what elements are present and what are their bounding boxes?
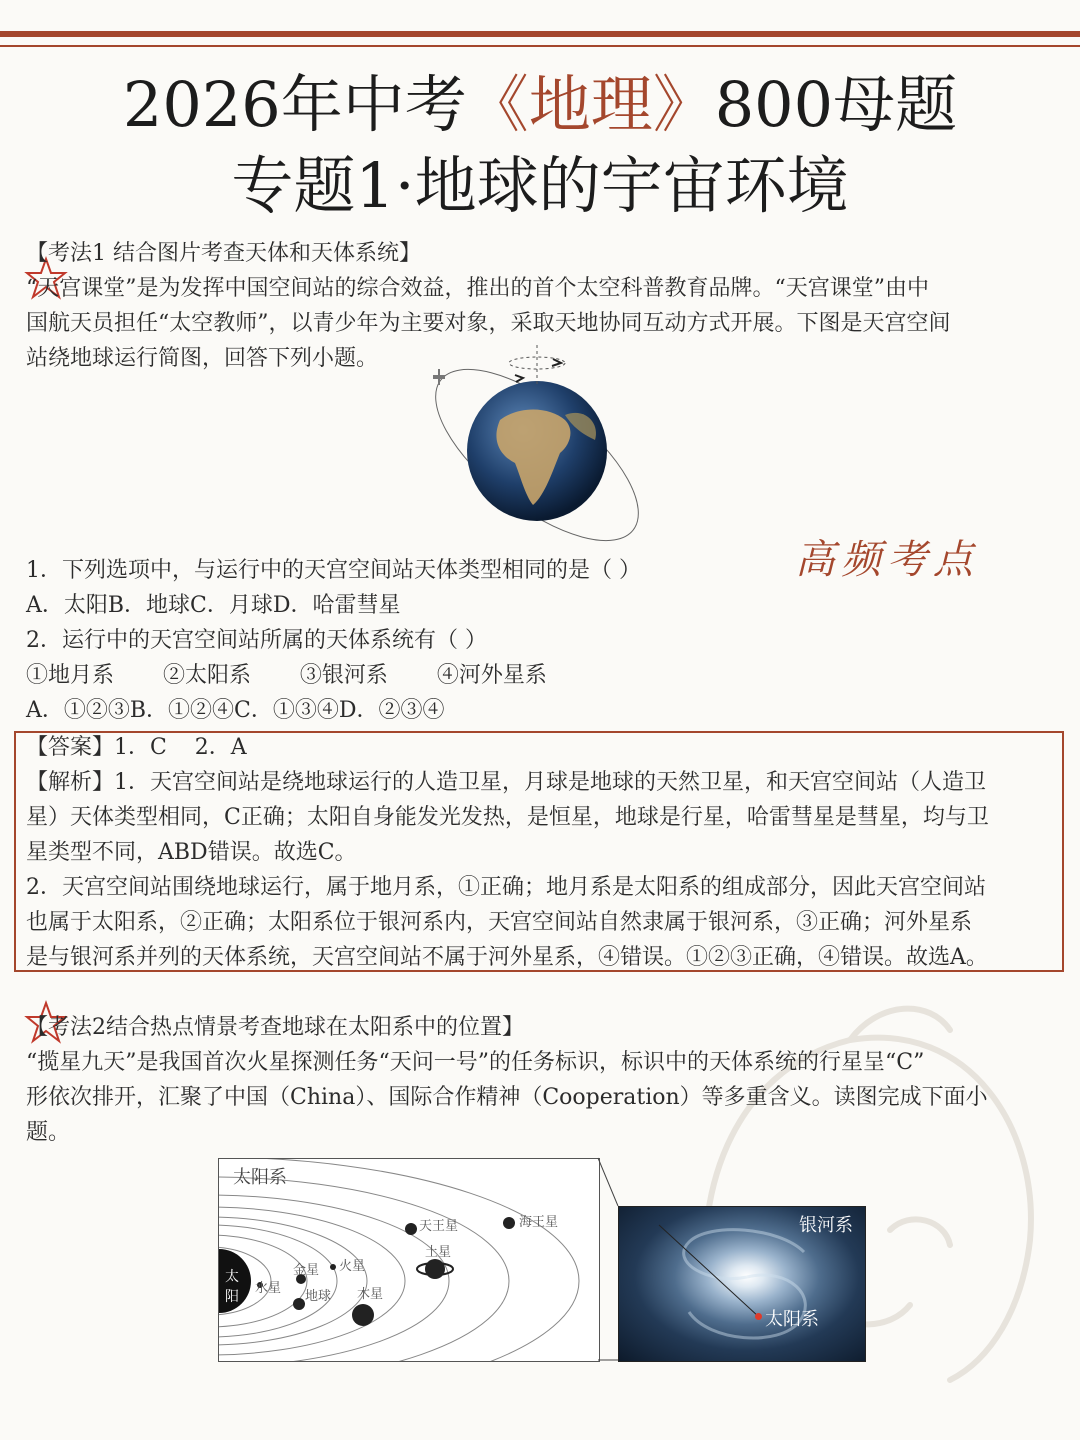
milky-way-figure (618, 1206, 866, 1362)
explanation-line: 星类型不同，ABD错误。故选C。 (26, 840, 357, 865)
planet-label: 海王星 (519, 1215, 559, 1230)
top-rule-thin (0, 45, 1080, 47)
title-highlight: 《地理》 (466, 68, 715, 141)
solar-system-position-label: 太阳系 (765, 1309, 819, 1330)
solar-system-figure (218, 1158, 600, 1362)
sun-position-marker (755, 1313, 762, 1320)
page-title: 2026年中考《地理》800母题 (122, 68, 958, 141)
planet-label: 水星 (255, 1281, 282, 1296)
planet-label: 天王星 (419, 1219, 459, 1234)
section2-intro-line: 形依次排开，汇聚了中国（China）、国际合作精神（Cooperation）等多重含义。读图完成下面小 (26, 1085, 988, 1110)
planet-label: 地球 (305, 1289, 332, 1304)
solar-system-orbits (219, 1159, 599, 1361)
question-2: 2．运行中的天宫空间站所属的天体系统有（ ） (26, 628, 487, 653)
mars-icon (330, 1264, 336, 1270)
top-rule-thick (0, 31, 1080, 37)
sun-label: 太阳 (225, 1269, 239, 1305)
answer-line: 【答案】1．C 2．A (26, 735, 247, 760)
space-station-orbit-figure (425, 345, 655, 545)
solar-system-label: 太阳系 (233, 1167, 287, 1188)
explanation-line: 也属于太阳系，②正确；太阳系位于银河系内，天宫空间站自然隶属于银河系，③正确；河外星系 (26, 910, 973, 935)
section2-intro-line: “揽星九天”是我国首次火星探测任务“天问一号”的任务标识，标识中的天体系统的行星呈“C” (26, 1050, 925, 1075)
neptune-icon (503, 1217, 515, 1229)
planet-label: 土星 (425, 1245, 452, 1260)
page-subtitle: 专题1·地球的宇宙环境 (231, 149, 849, 222)
milky-way-label: 银河系 (799, 1215, 853, 1236)
section1-intro-line: 站绕地球运行简图，回答下列小题。 (26, 346, 379, 371)
jupiter-icon (352, 1304, 374, 1326)
explanation-line: 2．天宫空间站围绕地球运行，属于地月系，①正确；地月系是太阳系的组成部分，因此天宫空间站 (26, 875, 987, 900)
planet-label: 木星 (357, 1287, 384, 1302)
section1-intro-line: “天宫课堂”是为发挥中国空间站的综合效益，推出的首个太空科普教育品牌。“天宫课堂”由中 (26, 276, 929, 301)
question-1: 1．下列选项中，与运行中的天宫空间站天体类型相同的是（ ） (26, 558, 641, 583)
section2-intro-line: 题。 (26, 1120, 71, 1145)
explanation-line: 【解析】1．天宫空间站是绕地球运行的人造卫星，月球是地球的天然卫星，和天宫空间站（人造卫 (26, 770, 987, 795)
question-2-items: ①地月系 ②太阳系 ③银河系 ④河外星系 (26, 663, 547, 688)
explanation-line: 星）天体类型相同，C正确；太阳自身能发光发热，是恒星，地球是行星，哈雷彗星是彗星，均与卫 (26, 805, 989, 830)
section2-heading: 【考法2结合热点情景考查地球在太阳系中的位置】 (26, 1015, 524, 1040)
question-1-options: A．太阳B．地球C．月球D．哈雷彗星 (26, 593, 401, 618)
section1-heading: 【考法1 结合图片考查天体和天体系统】 (26, 241, 421, 266)
space-station-icon (433, 369, 445, 385)
question-2-options: A．①②③B．①②④C．①③④D．②③④ (26, 698, 445, 723)
explanation-line: 是与银河系并列的天体系统，天宫空间站不属于河外星系，④错误。①②③正确，④错误。故选A。 (26, 945, 988, 970)
planet-label: 火星 (339, 1259, 366, 1274)
earth-planet-icon (293, 1298, 305, 1310)
section1-intro-line: 国航天员担任“太空教师”，以青少年为主要对象，采取天地协同互动方式开展。下图是天宫空间 (26, 311, 951, 336)
handwritten-note: 高频考点 (795, 537, 979, 583)
planet-label: 金星 (293, 1263, 320, 1278)
saturn-icon (417, 1259, 453, 1279)
uranus-icon (405, 1223, 417, 1235)
